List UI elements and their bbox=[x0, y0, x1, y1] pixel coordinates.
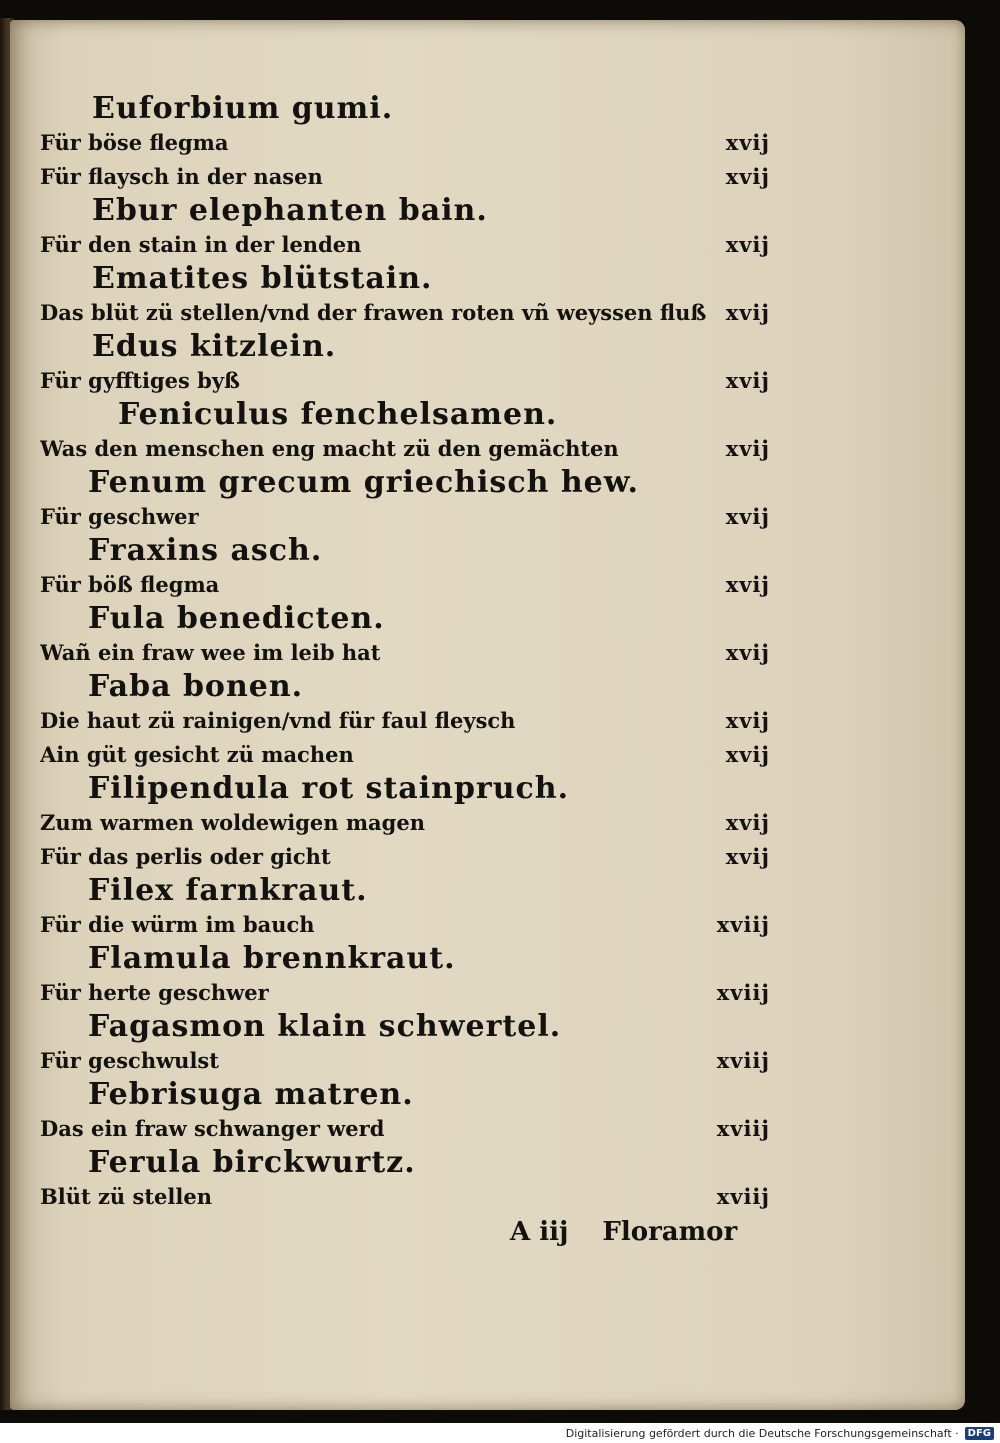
entry-item bbox=[40, 1112, 780, 1146]
folio-number: xvij bbox=[725, 504, 770, 529]
entry-item bbox=[40, 568, 780, 602]
folio-number: xviij bbox=[716, 912, 770, 937]
item-text: Für gyfftiges byß bbox=[40, 368, 241, 393]
entry-item bbox=[40, 1180, 780, 1214]
heading-text: Febrisuga matren. bbox=[88, 1077, 414, 1112]
folio-number: xviij bbox=[716, 1048, 770, 1073]
entry-item bbox=[40, 908, 780, 942]
entry-item bbox=[40, 738, 780, 772]
item-text: Für geschwulst bbox=[40, 1048, 219, 1073]
entry-heading bbox=[40, 772, 780, 806]
entry-heading bbox=[40, 1010, 780, 1044]
heading-text: Fula benedicten. bbox=[88, 601, 385, 636]
entry-heading bbox=[40, 330, 780, 364]
folio-number: xvij bbox=[725, 810, 770, 835]
item-text: Ain güt gesicht zü machen bbox=[40, 742, 354, 767]
item-text: Für die würm im bauch bbox=[40, 912, 315, 937]
folio-number: xvij bbox=[725, 164, 770, 189]
folio-number: xvij bbox=[725, 130, 770, 155]
folio-number: xvij bbox=[725, 742, 770, 767]
heading-text: Filipendula rot stainpruch. bbox=[88, 771, 570, 806]
folio-number: xvij bbox=[725, 572, 770, 597]
entry-item bbox=[40, 976, 780, 1010]
heading-text: Fagasmon klain schwertel. bbox=[88, 1009, 562, 1044]
entry-item bbox=[40, 160, 780, 194]
folio-number: xviij bbox=[716, 980, 770, 1005]
heading-text: Ematites blütstain. bbox=[92, 261, 433, 296]
item-text: Für geschwer bbox=[40, 504, 199, 529]
entry-item bbox=[40, 1044, 780, 1078]
entry-item bbox=[40, 432, 780, 466]
signature-mark: A iij bbox=[510, 1217, 569, 1247]
heading-text: Feniculus fenchelsamen. bbox=[118, 397, 558, 432]
item-text: Für herte geschwer bbox=[40, 980, 269, 1005]
entry-heading bbox=[40, 670, 780, 704]
heading-text: Filex farnkraut. bbox=[88, 873, 368, 908]
entry-item bbox=[40, 500, 780, 534]
entry-heading bbox=[40, 262, 780, 296]
heading-text: Fenum grecum griechisch hew. bbox=[88, 465, 639, 500]
item-text: Die haut zü rainigen/vnd für faul fleysch bbox=[40, 708, 516, 733]
folio-number: xviij bbox=[716, 1116, 770, 1141]
entry-item bbox=[40, 840, 780, 874]
folio-number: xvij bbox=[725, 232, 770, 257]
entry-heading bbox=[40, 1146, 780, 1180]
entry-item bbox=[40, 228, 780, 262]
heading-text: Edus kitzlein. bbox=[92, 329, 337, 364]
item-text: Wañ ein fraw wee im leib hat bbox=[40, 640, 381, 665]
catchword: Floramor bbox=[602, 1217, 738, 1247]
entry-heading bbox=[40, 92, 780, 126]
entry-heading bbox=[40, 942, 780, 976]
heading-text: Ferula birckwurtz. bbox=[88, 1145, 416, 1180]
folio-number: xvij bbox=[725, 640, 770, 665]
folio-number: xvij bbox=[725, 708, 770, 733]
dfg-logo: DFG bbox=[965, 1427, 994, 1440]
page-footer bbox=[510, 1212, 770, 1252]
entry-heading bbox=[40, 874, 780, 908]
item-text: Für das perlis oder gicht bbox=[40, 844, 331, 869]
item-text: Für böß flegma bbox=[40, 572, 220, 597]
folio-number: xvij bbox=[725, 844, 770, 869]
herbal-index-text bbox=[40, 92, 780, 1214]
entry-heading bbox=[40, 1078, 780, 1112]
folio-number: xvij bbox=[725, 436, 770, 461]
item-text: Blüt zü stellen bbox=[40, 1184, 212, 1209]
entry-heading bbox=[40, 466, 780, 500]
digitization-credit-bar: Digitalisierung gefördert durch die Deutsche Forschungsgemeinschaft · DFG bbox=[0, 1423, 1000, 1443]
heading-text: Ebur elephanten bain. bbox=[92, 193, 488, 228]
entry-heading bbox=[40, 194, 780, 228]
heading-text: Faba bonen. bbox=[88, 669, 304, 704]
heading-text: Euforbium gumi. bbox=[92, 91, 394, 126]
folio-number: xviij bbox=[716, 1184, 770, 1209]
entry-item bbox=[40, 364, 780, 398]
entry-item bbox=[40, 296, 780, 330]
entry-item bbox=[40, 126, 780, 160]
entry-item bbox=[40, 806, 780, 840]
folio-number: xvij bbox=[725, 368, 770, 393]
entry-heading bbox=[40, 602, 780, 636]
entry-heading bbox=[40, 398, 780, 432]
heading-text: Fraxins asch. bbox=[88, 533, 323, 568]
item-text: Das blüt zü stellen/vnd der frawen roten vñ weyssen fluß bbox=[40, 300, 707, 325]
item-text: Für böse flegma bbox=[40, 130, 229, 155]
heading-text: Flamula brennkraut. bbox=[88, 941, 456, 976]
item-text: Was den menschen eng macht zü den gemächten bbox=[40, 436, 619, 461]
entry-heading bbox=[40, 534, 780, 568]
entry-item bbox=[40, 636, 780, 670]
item-text: Das ein fraw schwanger werd bbox=[40, 1116, 385, 1141]
item-text: Für flaysch in der nasen bbox=[40, 164, 323, 189]
item-text: Für den stain in der lenden bbox=[40, 232, 362, 257]
item-text: Zum warmen woldewigen magen bbox=[40, 810, 425, 835]
folio-number: xvij bbox=[725, 300, 770, 325]
credit-text: Digitalisierung gefördert durch die Deutsche Forschungsgemeinschaft bbox=[565, 1426, 952, 1440]
entry-item bbox=[40, 704, 780, 738]
